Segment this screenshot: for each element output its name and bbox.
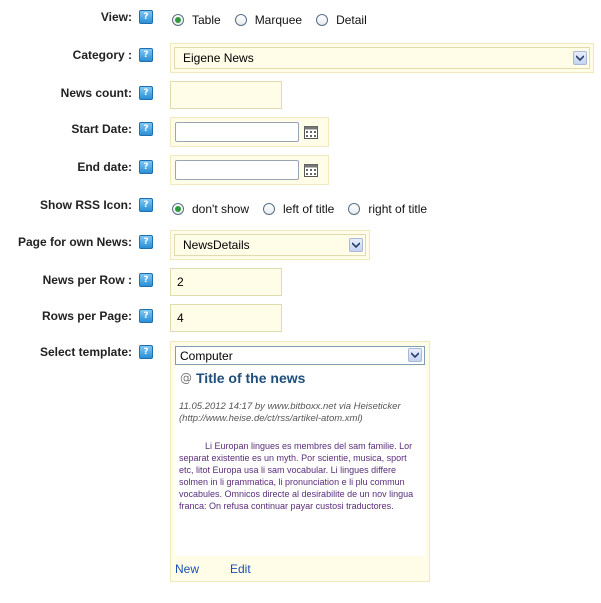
help-icon[interactable]: ? xyxy=(139,10,153,24)
rows-per-page-input[interactable]: 4 xyxy=(170,304,282,332)
news-count-label: News count: xyxy=(60,86,132,100)
chevron-down-icon[interactable] xyxy=(573,51,587,65)
rss-left-radio[interactable] xyxy=(263,203,275,215)
help-icon[interactable]: ? xyxy=(139,198,153,212)
end-date-input[interactable] xyxy=(175,160,299,180)
start-date-label: Start Date: xyxy=(71,122,132,136)
view-label: View: xyxy=(100,10,132,24)
help-icon[interactable]: ? xyxy=(139,122,153,136)
preview-body: Li Europan lingues es membres del sam familie. Lor separat existentie es un myth. Por scientie, musica, sport etc, litot Europa usa li sam vocabular. Li lingues differe solmen in li grammatica, li pronunciation e li plu commun vocabules. Omnicos directe al desirabilite de un nov lingua franca: On refusa continuar payar custosi traductores. xyxy=(179,441,414,511)
rss-dont-show-radio[interactable] xyxy=(172,203,184,215)
template-select-value: Computer xyxy=(180,348,233,363)
show-rss-label: Show RSS Icon: xyxy=(39,198,132,212)
rss-radio-group xyxy=(172,202,441,216)
at-icon: @ xyxy=(180,371,192,385)
view-detail-radio[interactable] xyxy=(316,14,328,26)
rss-dont-show-label[interactable]: don't show xyxy=(192,202,249,216)
category-select[interactable] xyxy=(174,47,590,69)
page-own-news-select[interactable] xyxy=(174,234,366,256)
help-icon[interactable]: ? xyxy=(139,48,153,62)
rss-left-label[interactable]: left of title xyxy=(283,202,335,216)
category-select-value: Eigene News xyxy=(183,51,254,65)
rss-right-label[interactable]: right of title xyxy=(368,202,428,216)
chevron-down-icon[interactable] xyxy=(349,238,363,252)
rss-right-radio[interactable] xyxy=(348,203,360,215)
calendar-icon[interactable] xyxy=(304,126,318,139)
calendar-icon[interactable] xyxy=(304,164,318,177)
view-marquee-radio[interactable] xyxy=(235,14,247,26)
view-table-radio[interactable] xyxy=(172,14,184,26)
news-per-row-input[interactable]: 2 xyxy=(170,268,282,296)
rows-per-page-label: Rows per Page: xyxy=(41,309,132,323)
chevron-down-icon[interactable] xyxy=(408,348,422,362)
preview-meta: 11.05.2012 14:17 by www.bitboxx.net via Heiseticker (http://www.heise.de/ct/rss/artikel-atom.xml) xyxy=(179,401,401,424)
help-icon[interactable]: ? xyxy=(139,309,153,323)
template-select[interactable] xyxy=(175,346,425,365)
page-own-news-value: NewsDetails xyxy=(183,238,250,252)
preview-title: Title of the news xyxy=(196,370,306,386)
view-detail-label[interactable]: Detail xyxy=(336,13,367,27)
help-icon[interactable]: ? xyxy=(139,235,153,249)
new-template-link[interactable]: New xyxy=(175,562,200,576)
help-icon[interactable]: ? xyxy=(139,160,153,174)
news-per-row-label: News per Row : xyxy=(42,273,132,287)
select-template-label: Select template: xyxy=(39,345,132,359)
end-date-label: End date: xyxy=(77,160,132,174)
view-marquee-label[interactable]: Marquee xyxy=(254,13,303,27)
help-icon[interactable]: ? xyxy=(139,345,153,359)
edit-template-link[interactable]: Edit xyxy=(230,562,251,576)
view-table-label[interactable]: Table xyxy=(192,13,221,27)
start-date-input[interactable] xyxy=(175,122,299,142)
page-own-news-label: Page for own News: xyxy=(17,235,132,249)
news-count-input[interactable] xyxy=(170,81,282,109)
view-radio-group xyxy=(172,13,381,27)
category-label: Category : xyxy=(72,48,132,62)
help-icon[interactable]: ? xyxy=(139,273,153,287)
help-icon[interactable]: ? xyxy=(139,86,153,100)
